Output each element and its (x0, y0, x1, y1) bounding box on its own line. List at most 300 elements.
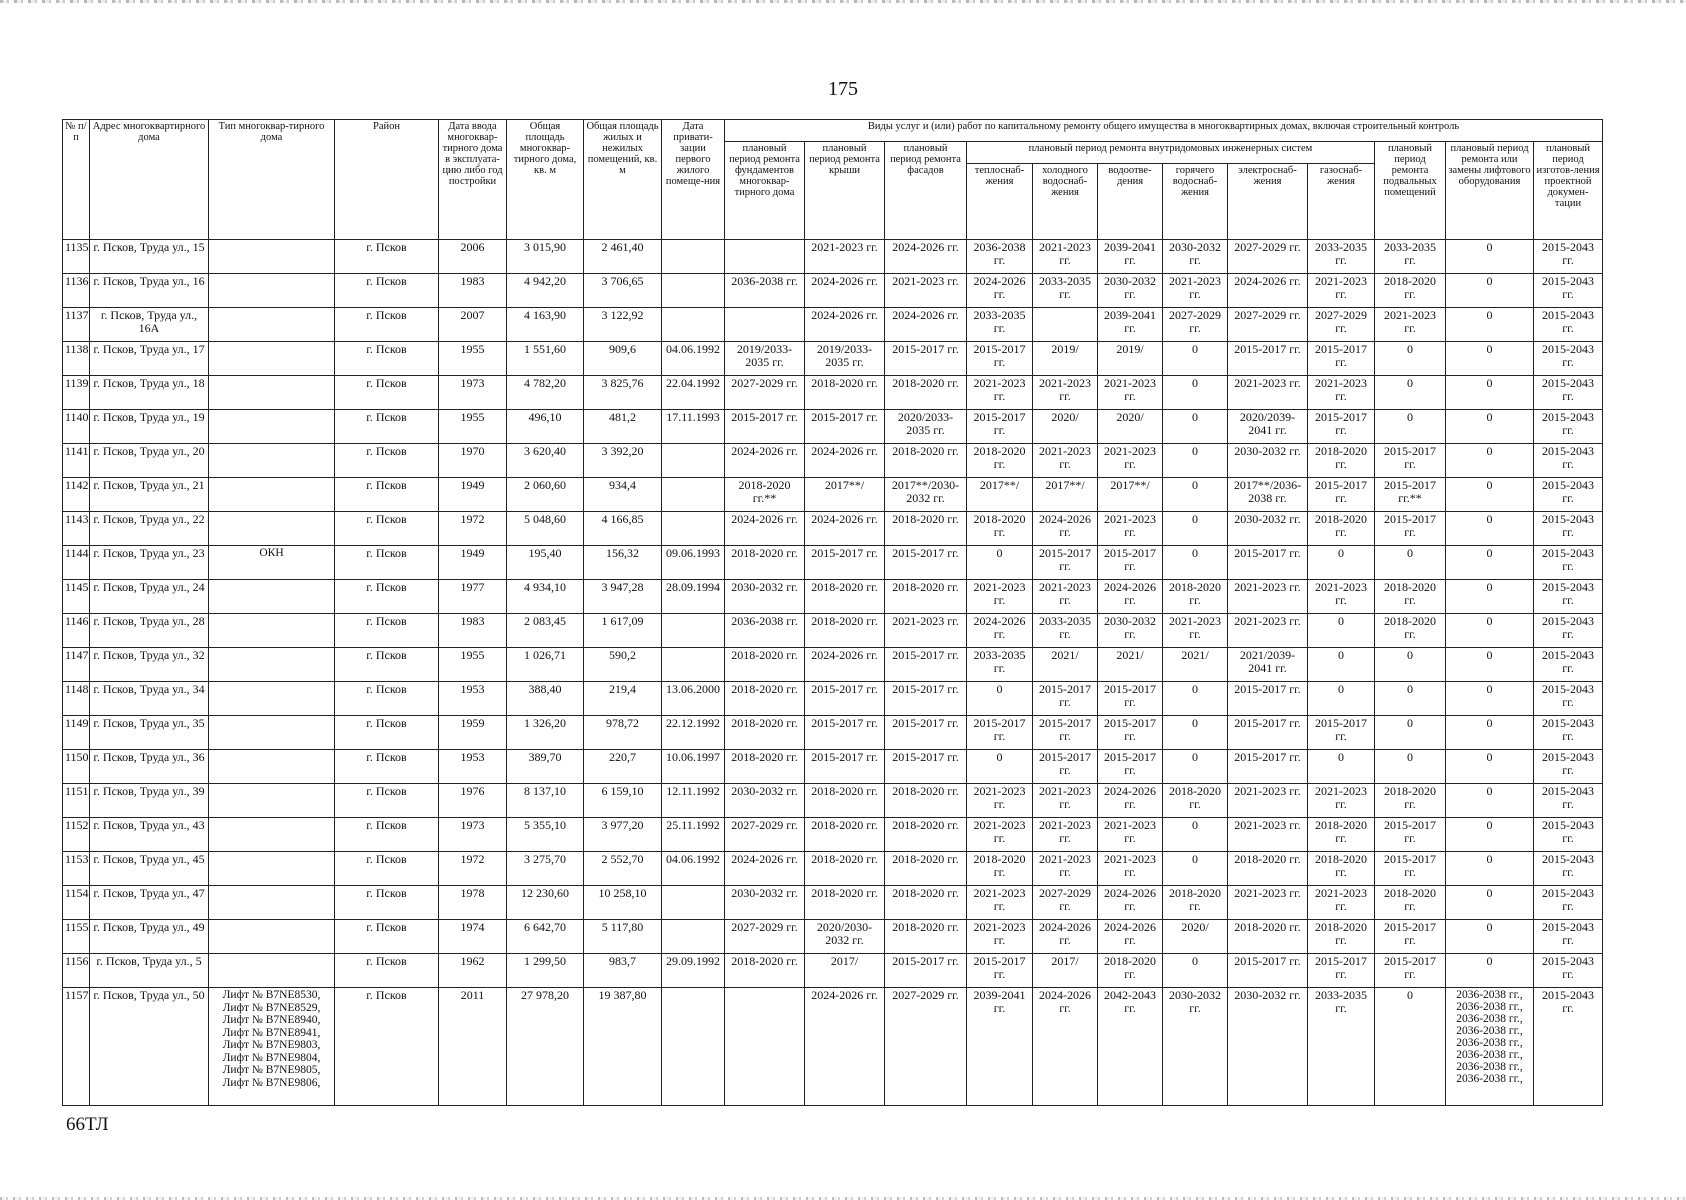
row-facade-period: 2015-2017 гг. (885, 716, 967, 750)
row-facade-period: 2018-2020 гг. (885, 920, 967, 954)
table-row (63, 478, 1603, 512)
row-basement-period: 2018-2020 гг. (1375, 784, 1446, 818)
row-hot-water-period: 0 (1163, 444, 1228, 478)
row-design-docs-period: 2015-2043 гг. (1534, 410, 1603, 444)
row-basement-period: 2015-2017 гг. (1375, 818, 1446, 852)
row-cold-water-period: 2024-2026 гг. (1033, 512, 1098, 546)
row-year: 1949 (439, 546, 507, 580)
row-basement-period: 2015-2017 гг. (1375, 920, 1446, 954)
row-elevator-period: 0 (1446, 886, 1534, 920)
row-foundation-period: 2030-2032 гг. (725, 580, 805, 614)
row-address: г. Псков, Труда ул., 34 (90, 682, 209, 716)
row-sewer-period: 2024-2026 гг. (1098, 784, 1163, 818)
row-foundation-period: 2036-2038 гг. (725, 274, 805, 308)
row-hot-water-period: 2018-2020 гг. (1163, 580, 1228, 614)
row-type (209, 920, 335, 954)
row-foundation-period: 2027-2029 гг. (725, 376, 805, 410)
row-living-area: 1 617,09 (584, 614, 662, 648)
table-row (63, 784, 1603, 818)
row-year: 1973 (439, 818, 507, 852)
row-heat-supply-period: 2015-2017 гг. (967, 954, 1033, 988)
row-total-area: 389,70 (507, 750, 584, 784)
row-privatization-date (662, 478, 725, 512)
row-privatization-date (662, 274, 725, 308)
row-year: 1959 (439, 716, 507, 750)
row-year: 1977 (439, 580, 507, 614)
row-type (209, 886, 335, 920)
page-number: 175 (828, 78, 858, 100)
row-address: г. Псков, Труда ул., 50 (90, 988, 209, 1106)
header-type: Тип многоквар-тирного дома (209, 120, 335, 240)
row-foundation-period: 2027-2029 гг. (725, 818, 805, 852)
row-sewer-period: 2017**/ (1098, 478, 1163, 512)
row-living-area: 3 947,28 (584, 580, 662, 614)
row-number: 1144 (63, 546, 90, 580)
row-year: 1976 (439, 784, 507, 818)
row-gas-period: 2015-2017 гг. (1308, 410, 1375, 444)
row-cold-water-period: 2021-2023 гг. (1033, 818, 1098, 852)
row-total-area: 8 137,10 (507, 784, 584, 818)
row-heat-supply-period: 2021-2023 гг. (967, 920, 1033, 954)
row-sewer-period: 2015-2017 гг. (1098, 750, 1163, 784)
row-cold-water-period: 2021-2023 гг. (1033, 852, 1098, 886)
header-district: Район (335, 120, 439, 240)
row-number: 1156 (63, 954, 90, 988)
row-district: г. Псков (335, 546, 439, 580)
header-roof: плановый период ремонта крыши (805, 142, 885, 240)
row-roof-period: 2015-2017 гг. (805, 682, 885, 716)
row-number: 1142 (63, 478, 90, 512)
row-sewer-period: 2024-2026 гг. (1098, 886, 1163, 920)
row-living-area: 3 825,76 (584, 376, 662, 410)
row-number: 1151 (63, 784, 90, 818)
row-heat-supply-period: 2036-2038 гг. (967, 240, 1033, 274)
row-address: г. Псков, Труда ул., 45 (90, 852, 209, 886)
row-address: г. Псков, Труда ул., 24 (90, 580, 209, 614)
row-cold-water-period: 2021-2023 гг. (1033, 580, 1098, 614)
row-basement-period: 0 (1375, 648, 1446, 682)
row-facade-period: 2018-2020 гг. (885, 784, 967, 818)
row-sewer-period: 2030-2032 гг. (1098, 614, 1163, 648)
row-hot-water-period: 2030-2032 гг. (1163, 240, 1228, 274)
row-living-area: 2 461,40 (584, 240, 662, 274)
row-facade-period: 2015-2017 гг. (885, 342, 967, 376)
row-gas-period: 2021-2023 гг. (1308, 886, 1375, 920)
row-foundation-period: 2024-2026 гг. (725, 852, 805, 886)
row-gas-period: 2018-2020 гг. (1308, 852, 1375, 886)
row-year: 1962 (439, 954, 507, 988)
row-facade-period: 2024-2026 гг. (885, 240, 967, 274)
row-basement-period: 0 (1375, 750, 1446, 784)
row-elevator-period: 0 (1446, 410, 1534, 444)
row-design-docs-period: 2015-2043 гг. (1534, 240, 1603, 274)
row-sewer-period: 2021-2023 гг. (1098, 444, 1163, 478)
row-privatization-date (662, 512, 725, 546)
row-number: 1145 (63, 580, 90, 614)
row-district: г. Псков (335, 784, 439, 818)
row-heat-supply-period: 2033-2035 гг. (967, 308, 1033, 342)
row-heat-supply-period: 2021-2023 гг. (967, 818, 1033, 852)
header-year: Дата ввода многоквар-тирного дома в эксплуата-цию либо год постройки (439, 120, 507, 240)
row-type (209, 308, 335, 342)
row-gas-period: 2021-2023 гг. (1308, 274, 1375, 308)
row-privatization-date (662, 886, 725, 920)
row-privatization-date: 12.11.1992 (662, 784, 725, 818)
row-district: г. Псков (335, 308, 439, 342)
row-heat-supply-period: 2024-2026 гг. (967, 614, 1033, 648)
row-roof-period: 2018-2020 гг. (805, 818, 885, 852)
row-roof-period: 2017**/ (805, 478, 885, 512)
row-privatization-date: 13.06.2000 (662, 682, 725, 716)
row-district: г. Псков (335, 716, 439, 750)
row-heat-supply-period: 2015-2017 гг. (967, 410, 1033, 444)
row-district: г. Псков (335, 512, 439, 546)
row-gas-period: 2018-2020 гг. (1308, 512, 1375, 546)
row-type: ОКН (209, 546, 335, 580)
row-address: г. Псков, Труда ул., 21 (90, 478, 209, 512)
row-gas-period: 0 (1308, 682, 1375, 716)
row-electric-period: 2020/2039-2041 гг. (1228, 410, 1308, 444)
row-roof-period: 2024-2026 гг. (805, 512, 885, 546)
row-cold-water-period: 2027-2029 гг. (1033, 886, 1098, 920)
row-gas-period: 0 (1308, 648, 1375, 682)
row-sewer-period: 2021-2023 гг. (1098, 852, 1163, 886)
row-facade-period: 2018-2020 гг. (885, 818, 967, 852)
row-living-area: 156,32 (584, 546, 662, 580)
row-living-area: 3 392,20 (584, 444, 662, 478)
row-heat-supply-period: 0 (967, 750, 1033, 784)
header-address: Адрес многоквартирного дома (90, 120, 209, 240)
row-design-docs-period: 2015-2043 гг. (1534, 274, 1603, 308)
row-cold-water-period: 2021-2023 гг. (1033, 376, 1098, 410)
row-cold-water-period: 2021-2023 гг. (1033, 444, 1098, 478)
row-electric-period: 2021-2023 гг. (1228, 376, 1308, 410)
row-year: 1973 (439, 376, 507, 410)
row-foundation-period: 2027-2029 гг. (725, 920, 805, 954)
row-hot-water-period: 2021/ (1163, 648, 1228, 682)
table-row (63, 954, 1603, 988)
row-basement-period: 2021-2023 гг. (1375, 308, 1446, 342)
row-elevator-period: 0 (1446, 342, 1534, 376)
row-address: г. Псков, Труда ул., 36 (90, 750, 209, 784)
row-number: 1154 (63, 886, 90, 920)
row-elevator-period: 0 (1446, 274, 1534, 308)
table-row (63, 512, 1603, 546)
row-gas-period: 2021-2023 гг. (1308, 784, 1375, 818)
row-design-docs-period: 2015-2043 гг. (1534, 818, 1603, 852)
row-basement-period: 0 (1375, 376, 1446, 410)
row-sewer-period: 2015-2017 гг. (1098, 716, 1163, 750)
row-cold-water-period: 2024-2026 гг. (1033, 920, 1098, 954)
row-gas-period: 2015-2017 гг. (1308, 954, 1375, 988)
row-type (209, 818, 335, 852)
row-total-area: 3 275,70 (507, 852, 584, 886)
row-design-docs-period: 2015-2043 гг. (1534, 342, 1603, 376)
row-design-docs-period: 2015-2043 гг. (1534, 546, 1603, 580)
row-cold-water-period: 2021/ (1033, 648, 1098, 682)
row-foundation-period: 2018-2020 гг. (725, 750, 805, 784)
row-roof-period: 2018-2020 гг. (805, 376, 885, 410)
header-total-area: Общая площадь многоквар-тирного дома, кв. м (507, 120, 584, 240)
row-number: 1137 (63, 308, 90, 342)
row-roof-period: 2018-2020 гг. (805, 886, 885, 920)
table-row (63, 274, 1603, 308)
row-year: 1978 (439, 886, 507, 920)
row-facade-period: 2015-2017 гг. (885, 682, 967, 716)
row-design-docs-period: 2015-2043 гг. (1534, 512, 1603, 546)
row-basement-period: 0 (1375, 546, 1446, 580)
row-foundation-period: 2018-2020 гг. (725, 716, 805, 750)
row-sewer-period: 2015-2017 гг. (1098, 682, 1163, 716)
table-row (63, 376, 1603, 410)
row-district: г. Псков (335, 410, 439, 444)
row-district: г. Псков (335, 478, 439, 512)
row-cold-water-period: 2024-2026 гг. (1033, 988, 1098, 1106)
row-gas-period: 0 (1308, 546, 1375, 580)
row-number: 1149 (63, 716, 90, 750)
row-address: г. Псков, Труда ул., 5 (90, 954, 209, 988)
row-type (209, 478, 335, 512)
row-type (209, 580, 335, 614)
row-address: г. Псков, Труда ул., 22 (90, 512, 209, 546)
row-living-area: 6 159,10 (584, 784, 662, 818)
row-hot-water-period: 0 (1163, 818, 1228, 852)
row-heat-supply-period: 2021-2023 гг. (967, 784, 1033, 818)
row-type (209, 682, 335, 716)
row-foundation-period: 2030-2032 гг. (725, 886, 805, 920)
row-sewer-period: 2021-2023 гг. (1098, 376, 1163, 410)
row-total-area: 388,40 (507, 682, 584, 716)
header-gas: газоснаб-жения (1308, 164, 1375, 240)
row-total-area: 496,10 (507, 410, 584, 444)
row-number: 1146 (63, 614, 90, 648)
row-type (209, 954, 335, 988)
row-cold-water-period: 2019/ (1033, 342, 1098, 376)
row-total-area: 3 015,90 (507, 240, 584, 274)
row-district: г. Псков (335, 240, 439, 274)
row-living-area: 3 706,65 (584, 274, 662, 308)
row-district: г. Псков (335, 886, 439, 920)
row-living-area: 909,6 (584, 342, 662, 376)
row-gas-period: 2015-2017 гг. (1308, 716, 1375, 750)
row-district: г. Псков (335, 988, 439, 1106)
row-heat-supply-period: 2015-2017 гг. (967, 342, 1033, 376)
row-hot-water-period: 2021-2023 гг. (1163, 614, 1228, 648)
row-facade-period: 2024-2026 гг. (885, 308, 967, 342)
row-address: г. Псков, Труда ул., 28 (90, 614, 209, 648)
row-basement-period: 2018-2020 гг. (1375, 580, 1446, 614)
row-sewer-period: 2019/ (1098, 342, 1163, 376)
row-address: г. Псков, Труда ул., 17 (90, 342, 209, 376)
row-basement-period: 0 (1375, 410, 1446, 444)
table-body (63, 240, 1603, 1106)
row-basement-period: 0 (1375, 716, 1446, 750)
row-foundation-period: 2018-2020 гг. (725, 546, 805, 580)
row-design-docs-period: 2015-2043 гг. (1534, 988, 1603, 1106)
header-facade: плановый период ремонта фасадов (885, 142, 967, 240)
row-hot-water-period: 0 (1163, 852, 1228, 886)
row-heat-supply-period: 2018-2020 гг. (967, 852, 1033, 886)
row-cold-water-period: 2015-2017 гг. (1033, 682, 1098, 716)
row-district: г. Псков (335, 920, 439, 954)
row-roof-period: 2019/2033-2035 гг. (805, 342, 885, 376)
row-foundation-period (725, 308, 805, 342)
row-heat-supply-period: 2018-2020 гг. (967, 512, 1033, 546)
row-elevator-period: 0 (1446, 444, 1534, 478)
row-heat-supply-period: 2015-2017 гг. (967, 716, 1033, 750)
row-elevator-period: 0 (1446, 478, 1534, 512)
table-row (63, 308, 1603, 342)
row-total-area: 4 934,10 (507, 580, 584, 614)
row-total-area: 27 978,20 (507, 988, 584, 1106)
row-address: г. Псков, Труда ул., 43 (90, 818, 209, 852)
row-design-docs-period: 2015-2043 гг. (1534, 308, 1603, 342)
row-roof-period: 2018-2020 гг. (805, 852, 885, 886)
row-design-docs-period: 2015-2043 гг. (1534, 750, 1603, 784)
row-electric-period: 2018-2020 гг. (1228, 920, 1308, 954)
row-electric-period: 2030-2032 гг. (1228, 512, 1308, 546)
row-privatization-date (662, 444, 725, 478)
row-total-area: 1 299,50 (507, 954, 584, 988)
row-privatization-date (662, 648, 725, 682)
row-gas-period: 2015-2017 гг. (1308, 342, 1375, 376)
row-sewer-period: 2021-2023 гг. (1098, 512, 1163, 546)
header-basement: плановый период ремонта подвальных помещений (1375, 142, 1446, 240)
row-roof-period: 2015-2017 гг. (805, 716, 885, 750)
row-foundation-period: 2036-2038 гг. (725, 614, 805, 648)
header-num: № п/п (63, 120, 90, 240)
row-district: г. Псков (335, 954, 439, 988)
row-year: 2011 (439, 988, 507, 1106)
table-row (63, 444, 1603, 478)
row-design-docs-period: 2015-2043 гг. (1534, 716, 1603, 750)
row-address: г. Псков, Труда ул., 23 (90, 546, 209, 580)
row-number: 1157 (63, 988, 90, 1106)
row-number: 1150 (63, 750, 90, 784)
row-gas-period: 2018-2020 гг. (1308, 444, 1375, 478)
row-hot-water-period: 0 (1163, 954, 1228, 988)
row-hot-water-period: 0 (1163, 750, 1228, 784)
row-address: г. Псков, Труда ул., 18 (90, 376, 209, 410)
row-address: г. Псков, Труда ул., 32 (90, 648, 209, 682)
header-sewer: водоотве-дения (1098, 164, 1163, 240)
row-electric-period: 2021-2023 гг. (1228, 784, 1308, 818)
row-number: 1139 (63, 376, 90, 410)
row-cold-water-period: 2017/ (1033, 954, 1098, 988)
row-elevator-period: 0 (1446, 308, 1534, 342)
row-type (209, 342, 335, 376)
row-address: г. Псков, Труда ул., 39 (90, 784, 209, 818)
row-total-area: 4 782,20 (507, 376, 584, 410)
table-row (63, 716, 1603, 750)
row-privatization-date: 29.09.1992 (662, 954, 725, 988)
row-facade-period: 2020/2033-2035 гг. (885, 410, 967, 444)
row-elevator-period: 0 (1446, 818, 1534, 852)
row-design-docs-period: 2015-2043 гг. (1534, 886, 1603, 920)
row-type (209, 784, 335, 818)
row-design-docs-period: 2015-2043 гг. (1534, 376, 1603, 410)
row-living-area: 5 117,80 (584, 920, 662, 954)
row-sewer-period: 2030-2032 гг. (1098, 274, 1163, 308)
row-total-area: 2 060,60 (507, 478, 584, 512)
row-hot-water-period: 2027-2029 гг. (1163, 308, 1228, 342)
row-cold-water-period: 2015-2017 гг. (1033, 716, 1098, 750)
row-district: г. Псков (335, 614, 439, 648)
row-total-area: 4 942,20 (507, 274, 584, 308)
row-roof-period: 2024-2026 гг. (805, 308, 885, 342)
capital-repair-table (62, 119, 1603, 1106)
row-district: г. Псков (335, 682, 439, 716)
row-gas-period: 2015-2017 гг. (1308, 478, 1375, 512)
row-facade-period: 2015-2017 гг. (885, 648, 967, 682)
row-type (209, 274, 335, 308)
row-year: 1955 (439, 648, 507, 682)
row-gas-period: 2033-2035 гг. (1308, 988, 1375, 1106)
row-number: 1148 (63, 682, 90, 716)
row-type (209, 444, 335, 478)
row-elevator-period: 2036-2038 гг., 2036-2038 гг., 2036-2038 гг., 2036-2038 гг., 2036-2038 гг., 2036-2038 гг., 2036-2038 гг., 2036-2038 гг., (1446, 988, 1534, 1106)
row-total-area: 6 642,70 (507, 920, 584, 954)
row-design-docs-period: 2015-2043 гг. (1534, 920, 1603, 954)
row-electric-period: 2021-2023 гг. (1228, 614, 1308, 648)
row-heat-supply-period: 2018-2020 гг. (967, 444, 1033, 478)
row-gas-period: 2021-2023 гг. (1308, 376, 1375, 410)
row-hot-water-period: 0 (1163, 376, 1228, 410)
row-electric-period: 2017**/2036-2038 гг. (1228, 478, 1308, 512)
row-roof-period: 2015-2017 гг. (805, 410, 885, 444)
row-electric-period: 2030-2032 гг. (1228, 988, 1308, 1106)
header-hot-water: горячего водоснаб-жения (1163, 164, 1228, 240)
row-type (209, 750, 335, 784)
row-basement-period: 2033-2035 гг. (1375, 240, 1446, 274)
row-electric-period: 2015-2017 гг. (1228, 750, 1308, 784)
row-cold-water-period: 2033-2035 гг. (1033, 274, 1098, 308)
row-year: 1972 (439, 852, 507, 886)
row-total-area: 1 326,20 (507, 716, 584, 750)
row-roof-period: 2024-2026 гг. (805, 988, 885, 1106)
row-year: 1955 (439, 410, 507, 444)
row-foundation-period: 2015-2017 гг. (725, 410, 805, 444)
row-heat-supply-period: 0 (967, 546, 1033, 580)
row-roof-period: 2024-2026 гг. (805, 274, 885, 308)
row-type: Лифт № B7NE8530, Лифт № B7NE8529, Лифт № B7NE8940, Лифт № B7NE8941, Лифт № B7NE9803, Лифт № B7NE9804, Лифт № B7NE9805, Лифт № B7NE9806, (209, 988, 335, 1106)
header-heat: теплоснаб-жения (967, 164, 1033, 240)
row-type (209, 376, 335, 410)
row-facade-period: 2018-2020 гг. (885, 376, 967, 410)
row-district: г. Псков (335, 376, 439, 410)
row-elevator-period: 0 (1446, 614, 1534, 648)
row-cold-water-period: 2021-2023 гг. (1033, 784, 1098, 818)
row-type (209, 614, 335, 648)
row-roof-period: 2018-2020 гг. (805, 614, 885, 648)
row-basement-period: 2015-2017 гг.** (1375, 478, 1446, 512)
row-living-area: 983,7 (584, 954, 662, 988)
row-hot-water-period: 2021-2023 гг. (1163, 274, 1228, 308)
row-roof-period: 2015-2017 гг. (805, 750, 885, 784)
row-electric-period: 2030-2032 гг. (1228, 444, 1308, 478)
row-basement-period: 2015-2017 гг. (1375, 954, 1446, 988)
row-cold-water-period: 2021-2023 гг. (1033, 240, 1098, 274)
row-foundation-period: 2018-2020 гг.** (725, 478, 805, 512)
row-privatization-date: 09.06.1993 (662, 546, 725, 580)
row-district: г. Псков (335, 342, 439, 376)
row-sewer-period: 2018-2020 гг. (1098, 954, 1163, 988)
row-cold-water-period: 2017**/ (1033, 478, 1098, 512)
row-sewer-period: 2024-2026 гг. (1098, 920, 1163, 954)
row-electric-period: 2027-2029 гг. (1228, 308, 1308, 342)
row-design-docs-period: 2015-2043 гг. (1534, 478, 1603, 512)
row-foundation-period (725, 988, 805, 1106)
